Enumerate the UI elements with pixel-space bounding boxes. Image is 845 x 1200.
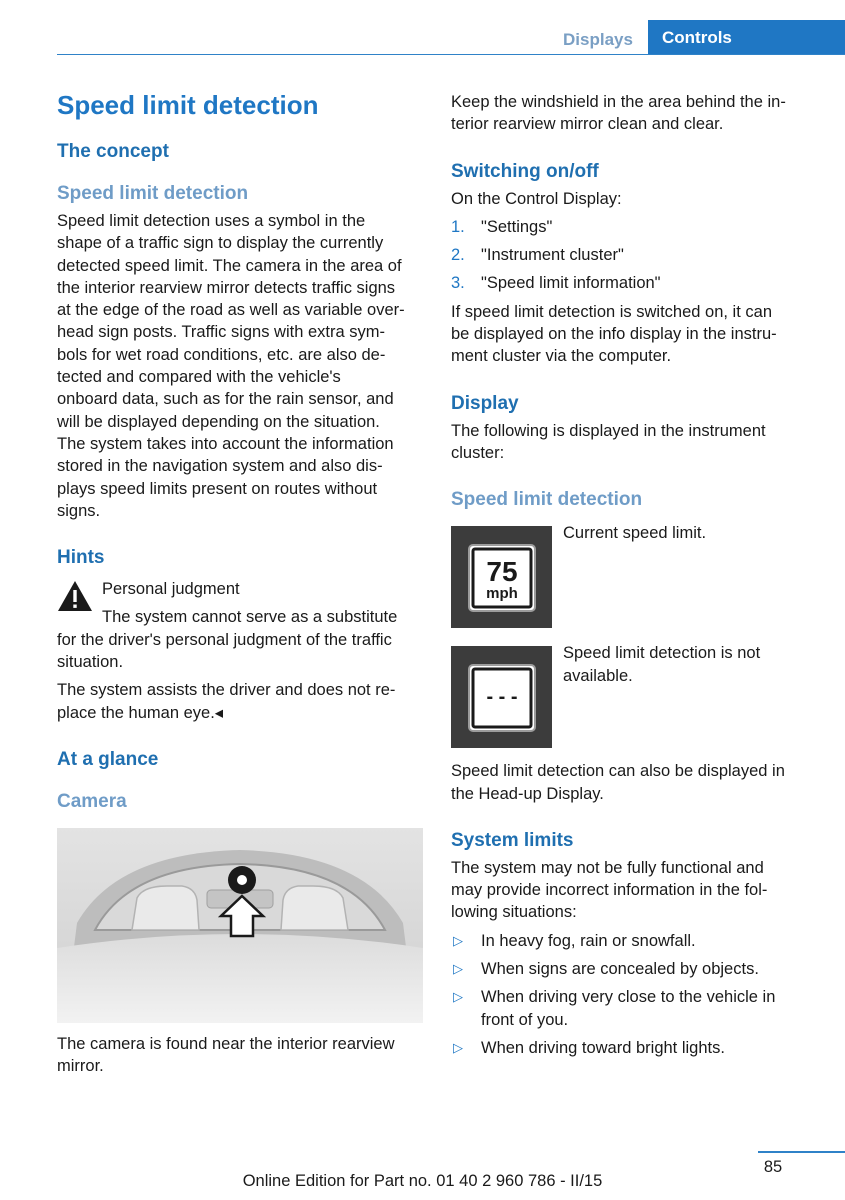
speed-limit-unavailable-icon — [451, 646, 552, 748]
text-line: If speed limit detection is switched on, it can — [451, 302, 772, 321]
assist-paragraph — [57, 679, 423, 724]
header-rule — [57, 54, 845, 55]
at-a-glance-heading: At a glance — [57, 748, 159, 770]
speed-limit-sign-icon — [451, 526, 552, 628]
triangle-bullet-icon: ▷ — [453, 961, 463, 977]
display-subheading: Speed limit detection — [451, 489, 643, 511]
text-line: shape of a traffic sign to display the currently — [57, 234, 384, 253]
page-title: Speed limit detection — [57, 90, 319, 120]
text-line: front of you. — [481, 1010, 569, 1029]
text-line: signs. — [57, 501, 101, 520]
text-line: lowing situations: — [451, 903, 577, 922]
display-heading: Display — [451, 392, 519, 414]
text-line: cluster: — [451, 443, 505, 462]
text-line: bols for wet road conditions, etc. are also de‐ — [57, 345, 386, 364]
limits-intro — [451, 857, 811, 924]
text-line: The system takes into account the information — [57, 434, 394, 453]
text-line: be displayed on the info display in the instru‐ — [451, 325, 777, 344]
hints-heading: Hints — [57, 547, 105, 569]
text-line: at the edge of the road as well as variable over‐ — [57, 301, 405, 320]
list-item — [451, 216, 811, 238]
triangle-bullet-icon: ▷ — [453, 1039, 463, 1055]
text-line: detected speed limit. The camera in the area of — [57, 256, 402, 275]
text-line: available. — [563, 666, 633, 685]
text-line: The system may not be fully functional and — [451, 858, 764, 877]
triangle-bullet-icon: ▷ — [453, 989, 463, 1005]
text-line: Speed limit detection can also be displayed in — [451, 762, 785, 781]
text-line: Keep the windshield in the area behind the in‐ — [451, 93, 786, 111]
camera-location-illustration — [57, 828, 423, 1023]
list-item — [451, 958, 811, 980]
sign-value: 75 — [486, 556, 518, 588]
text-line: onboard data, such as for the rain sensor, and — [57, 390, 394, 409]
step-text: "Settings" — [481, 217, 553, 236]
warning-body — [57, 629, 423, 674]
left-column — [57, 88, 423, 1084]
speed-limit-display-row — [451, 526, 811, 628]
na-caption — [563, 642, 811, 687]
footer-edition: Online Edition for Part no. 01 40 2 960 786 - II/15 — [242, 1172, 603, 1190]
list-item — [451, 986, 811, 1031]
sign-unit: mph — [486, 585, 518, 603]
concept-heading: The concept — [57, 141, 169, 162]
text-line: situation. — [57, 653, 124, 672]
step-number: 1. — [451, 217, 465, 236]
text-line: ment cluster via the computer. — [451, 347, 672, 366]
text-line: place the human eye.◂ — [57, 703, 224, 722]
list-item — [451, 1037, 811, 1059]
camera-subheading: Camera — [57, 790, 127, 812]
sld-subheading: Speed limit detection — [57, 183, 249, 204]
text-line: will be displayed depending on the situation. — [57, 412, 380, 431]
system-limits-heading: System limits — [451, 829, 574, 851]
switch-intro: On the Control Display: — [451, 189, 622, 208]
switch-heading: Switching on/off — [451, 160, 599, 182]
step-text: "Instrument cluster" — [481, 246, 624, 265]
windshield-paragraph — [451, 91, 811, 136]
text-line: the Head-up Display. — [451, 784, 604, 803]
text-line: When driving toward bright lights. — [481, 1038, 725, 1057]
text-line: plays speed limits present on routes without — [57, 479, 378, 498]
switch-steps — [451, 216, 811, 295]
text-line: In heavy fog, rain or snowfall. — [481, 931, 696, 950]
text-line: When driving very close to the vehicle in — [481, 988, 776, 1007]
sld-paragraph — [57, 210, 423, 522]
triangle-bullet-icon: ▷ — [453, 932, 463, 948]
text-line: mirror. — [57, 1057, 104, 1076]
text-line: When signs are concealed by objects. — [481, 960, 759, 979]
list-item — [451, 930, 811, 952]
switch-after-paragraph — [451, 301, 811, 368]
na-value: - - - — [486, 686, 518, 709]
warning-triangle-icon — [57, 580, 93, 612]
text-line: Speed limit detection is not — [563, 644, 761, 663]
page-number-rule — [758, 1151, 845, 1153]
text-line: for the driver's personal judgment of the traffic — [57, 630, 392, 649]
display-intro — [451, 420, 811, 465]
text-line: may provide incorrect information in the fol‐ — [451, 881, 768, 900]
text-line: Speed limit detection uses a symbol in the — [57, 212, 366, 230]
text-line: the interior rearview mirror detects traffic signs — [57, 278, 396, 297]
camera-caption — [57, 1033, 423, 1078]
header-chapter-tab: Controls — [648, 20, 845, 54]
sign-caption: Current speed limit. — [563, 524, 707, 543]
text-line: stored in the navigation system and also dis‐ — [57, 457, 383, 476]
hud-paragraph — [451, 760, 811, 805]
not-available-display-row — [451, 646, 811, 748]
text-line: head sign posts. Traffic signs with extra sym‐ — [57, 323, 385, 342]
warning-title: Personal judgment — [102, 580, 240, 599]
text-line: tected and compared with the vehicle's — [57, 368, 341, 387]
text-line: The system assists the driver and does not re‐ — [57, 681, 396, 700]
text-line: The camera is found near the interior rearview — [57, 1034, 395, 1053]
text-line: The following is displayed in the instrument — [451, 421, 766, 440]
warning-line: The system cannot serve as a substitute — [102, 608, 398, 627]
text-line: terior rearview mirror clean and clear. — [451, 115, 724, 134]
limits-list — [451, 930, 811, 1059]
step-text: "Speed limit information" — [481, 274, 661, 293]
step-number: 2. — [451, 246, 465, 265]
list-item — [451, 272, 811, 294]
header-section: Displays — [563, 30, 633, 49]
page-number: 85 — [763, 1158, 783, 1176]
right-column — [451, 88, 811, 1065]
warning-block — [57, 578, 423, 629]
step-number: 3. — [451, 274, 465, 293]
list-item — [451, 244, 811, 266]
